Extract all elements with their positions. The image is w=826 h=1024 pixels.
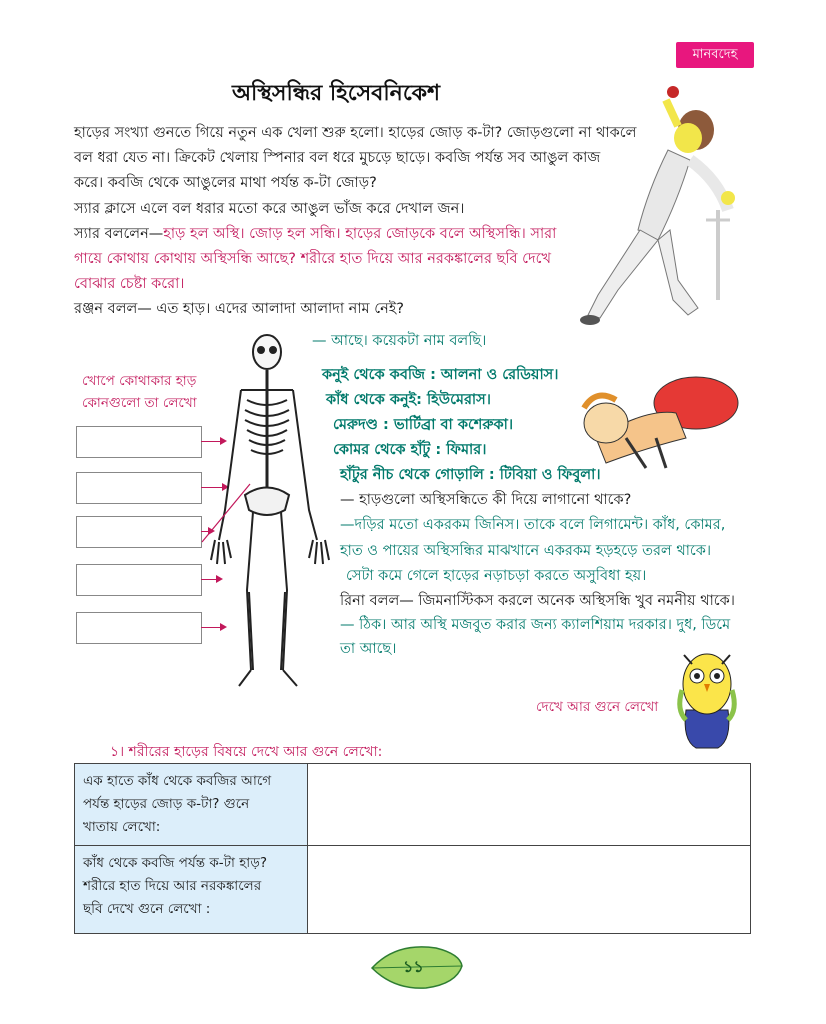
page-title: অস্থিসন্ধির হিসেবনিকেশ bbox=[232, 81, 441, 106]
owl-illustration bbox=[672, 650, 742, 750]
question-line: ছবি দেখে গুনে লেখো : bbox=[83, 901, 211, 917]
dialogue-line: —দড়ির মতো একরকম জিনিস। তাকে বলে লিগামেন্ট। কাঁধ, কোমর, bbox=[340, 517, 726, 533]
paragraph-line: বল ধরা যেত না। ক্রিকেট খেলায় স্পিনার বল ধরে মুচড়ে ছাড়ে। কবজি পর্যন্ত সব আঙুল কাজ bbox=[74, 150, 601, 166]
label-box[interactable] bbox=[76, 612, 202, 644]
label-box[interactable] bbox=[76, 516, 202, 548]
chapter-tag: মানবদেহ bbox=[676, 42, 754, 68]
answer-cell[interactable] bbox=[308, 846, 751, 934]
answer-cell[interactable] bbox=[308, 764, 751, 846]
paragraph-line: করে। কবজি থেকে আঙুলের মাথা পর্যন্ত ক-টা জোড়? bbox=[74, 175, 377, 191]
question-line: কাঁধ থেকে কবজি পর্যন্ত ক-টা হাড়? bbox=[83, 855, 268, 871]
skeleton-prompt: কোনগুলো তা লেখো bbox=[82, 395, 197, 411]
question-cell bbox=[75, 764, 308, 846]
paragraph-line: হাড়ের সংখ্যা গুনতে গিয়ে নতুন এক খেলা শুরু হলো। হাড়ের জোড় ক-টা? জোড়গুলো না থাকলে bbox=[74, 125, 637, 141]
question-line: খাতায় লেখো: bbox=[83, 819, 161, 835]
question-line: এক হাতে কাঁধ থেকে কবজির আগে bbox=[83, 773, 272, 789]
dialogue-line: — আছে। কয়েকটা নাম বলছি। bbox=[312, 333, 487, 349]
bone-name-line: কোমর থেকে হাঁটু : ফিমার। bbox=[333, 442, 487, 458]
question-line: শরীরে হাত দিয়ে আর নরকঙ্কালের bbox=[83, 878, 262, 894]
gymnast-illustration bbox=[566, 368, 746, 478]
question-line: পর্যন্ত হাড়ের জোড় ক-টা? গুনে bbox=[83, 796, 250, 812]
paragraph-line: স্যার ক্লাসে এলে বল ধরার মতো করে আঙুল ভাঁজ করে দেখাল জন। bbox=[74, 201, 465, 217]
label-box[interactable] bbox=[76, 564, 202, 596]
owl-caption: দেখে আর গুনে লেখো bbox=[536, 699, 659, 715]
speaker-label: স্যার বললেন— bbox=[74, 226, 164, 242]
definition-text: হাড় হল অস্থি। জোড় হল সন্ধি। হাড়ের জোড়কে বলে অস্থিসন্ধি। সারা bbox=[163, 226, 557, 242]
table-row bbox=[75, 764, 751, 846]
paragraph-line bbox=[74, 223, 556, 247]
exercise-table bbox=[74, 763, 751, 934]
paragraph-line: রঞ্জন বলল— এত হাড়। এদের আলাদা আলাদা নাম নেই? bbox=[74, 301, 404, 317]
dialogue-line: — ঠিক। আর অস্থি মজবুত করার জন্য ক্যালশিয়াম দরকার। দুধ, ডিমে bbox=[340, 617, 731, 633]
paragraph-line: বোঝার চেষ্টা করো। bbox=[74, 276, 185, 292]
question-cell bbox=[75, 846, 308, 934]
bone-name-line: কাঁধ থেকে কনুই: হিউমেরাস। bbox=[326, 392, 491, 408]
paragraph-line: গায়ে কোথায় কোথায় অস্থিসন্ধি আছে? শরীরে হাত দিয়ে আর নরকঙ্কালের ছবি দেখে bbox=[74, 251, 551, 267]
dialogue-line: রিনা বলল— জিমনাস্টিকস করলে অনেক অস্থিসন্ধি খুব নমনীয় থাকে। bbox=[340, 593, 735, 609]
bone-name-line: কনুই থেকে কবজি : আলনা ও রেডিয়াস। bbox=[322, 367, 559, 383]
dialogue-line: — হাড়গুলো অস্থিসন্ধিতে কী দিয়ে লাগানো থাকে? bbox=[340, 492, 632, 508]
dialogue-line: সেটা কমে গেলে হাড়ের নড়াচড়া করতে অসুবিধা হয়। bbox=[346, 568, 647, 584]
skeleton-prompt: খোপে কোথাকার হাড় bbox=[82, 373, 197, 389]
label-box[interactable] bbox=[76, 472, 202, 504]
table-row bbox=[75, 846, 751, 934]
cricket-bowler-illustration bbox=[578, 80, 758, 340]
bone-name-line: মেরুদণ্ড : ভার্টিব্রা বা কশেরুকা। bbox=[333, 417, 514, 433]
exercise-heading: ১। শরীরের হাড়ের বিষয়ে দেখে আর গুনে লেখো: bbox=[110, 744, 383, 760]
dialogue-line: তা আছে। bbox=[340, 641, 397, 657]
skeleton-pointer-line bbox=[198, 470, 258, 550]
page-number: ১১ bbox=[403, 957, 424, 976]
dialogue-line: হাত ও পায়ের অস্থিসন্ধির মাঝখানে একরকম হড়হড়ে তরল থাকে। bbox=[340, 543, 712, 559]
bone-name-line: হাঁটুর নীচ থেকে গোড়ালি : টিবিয়া ও ফিবুলা। bbox=[340, 467, 601, 483]
label-box[interactable] bbox=[76, 426, 202, 458]
